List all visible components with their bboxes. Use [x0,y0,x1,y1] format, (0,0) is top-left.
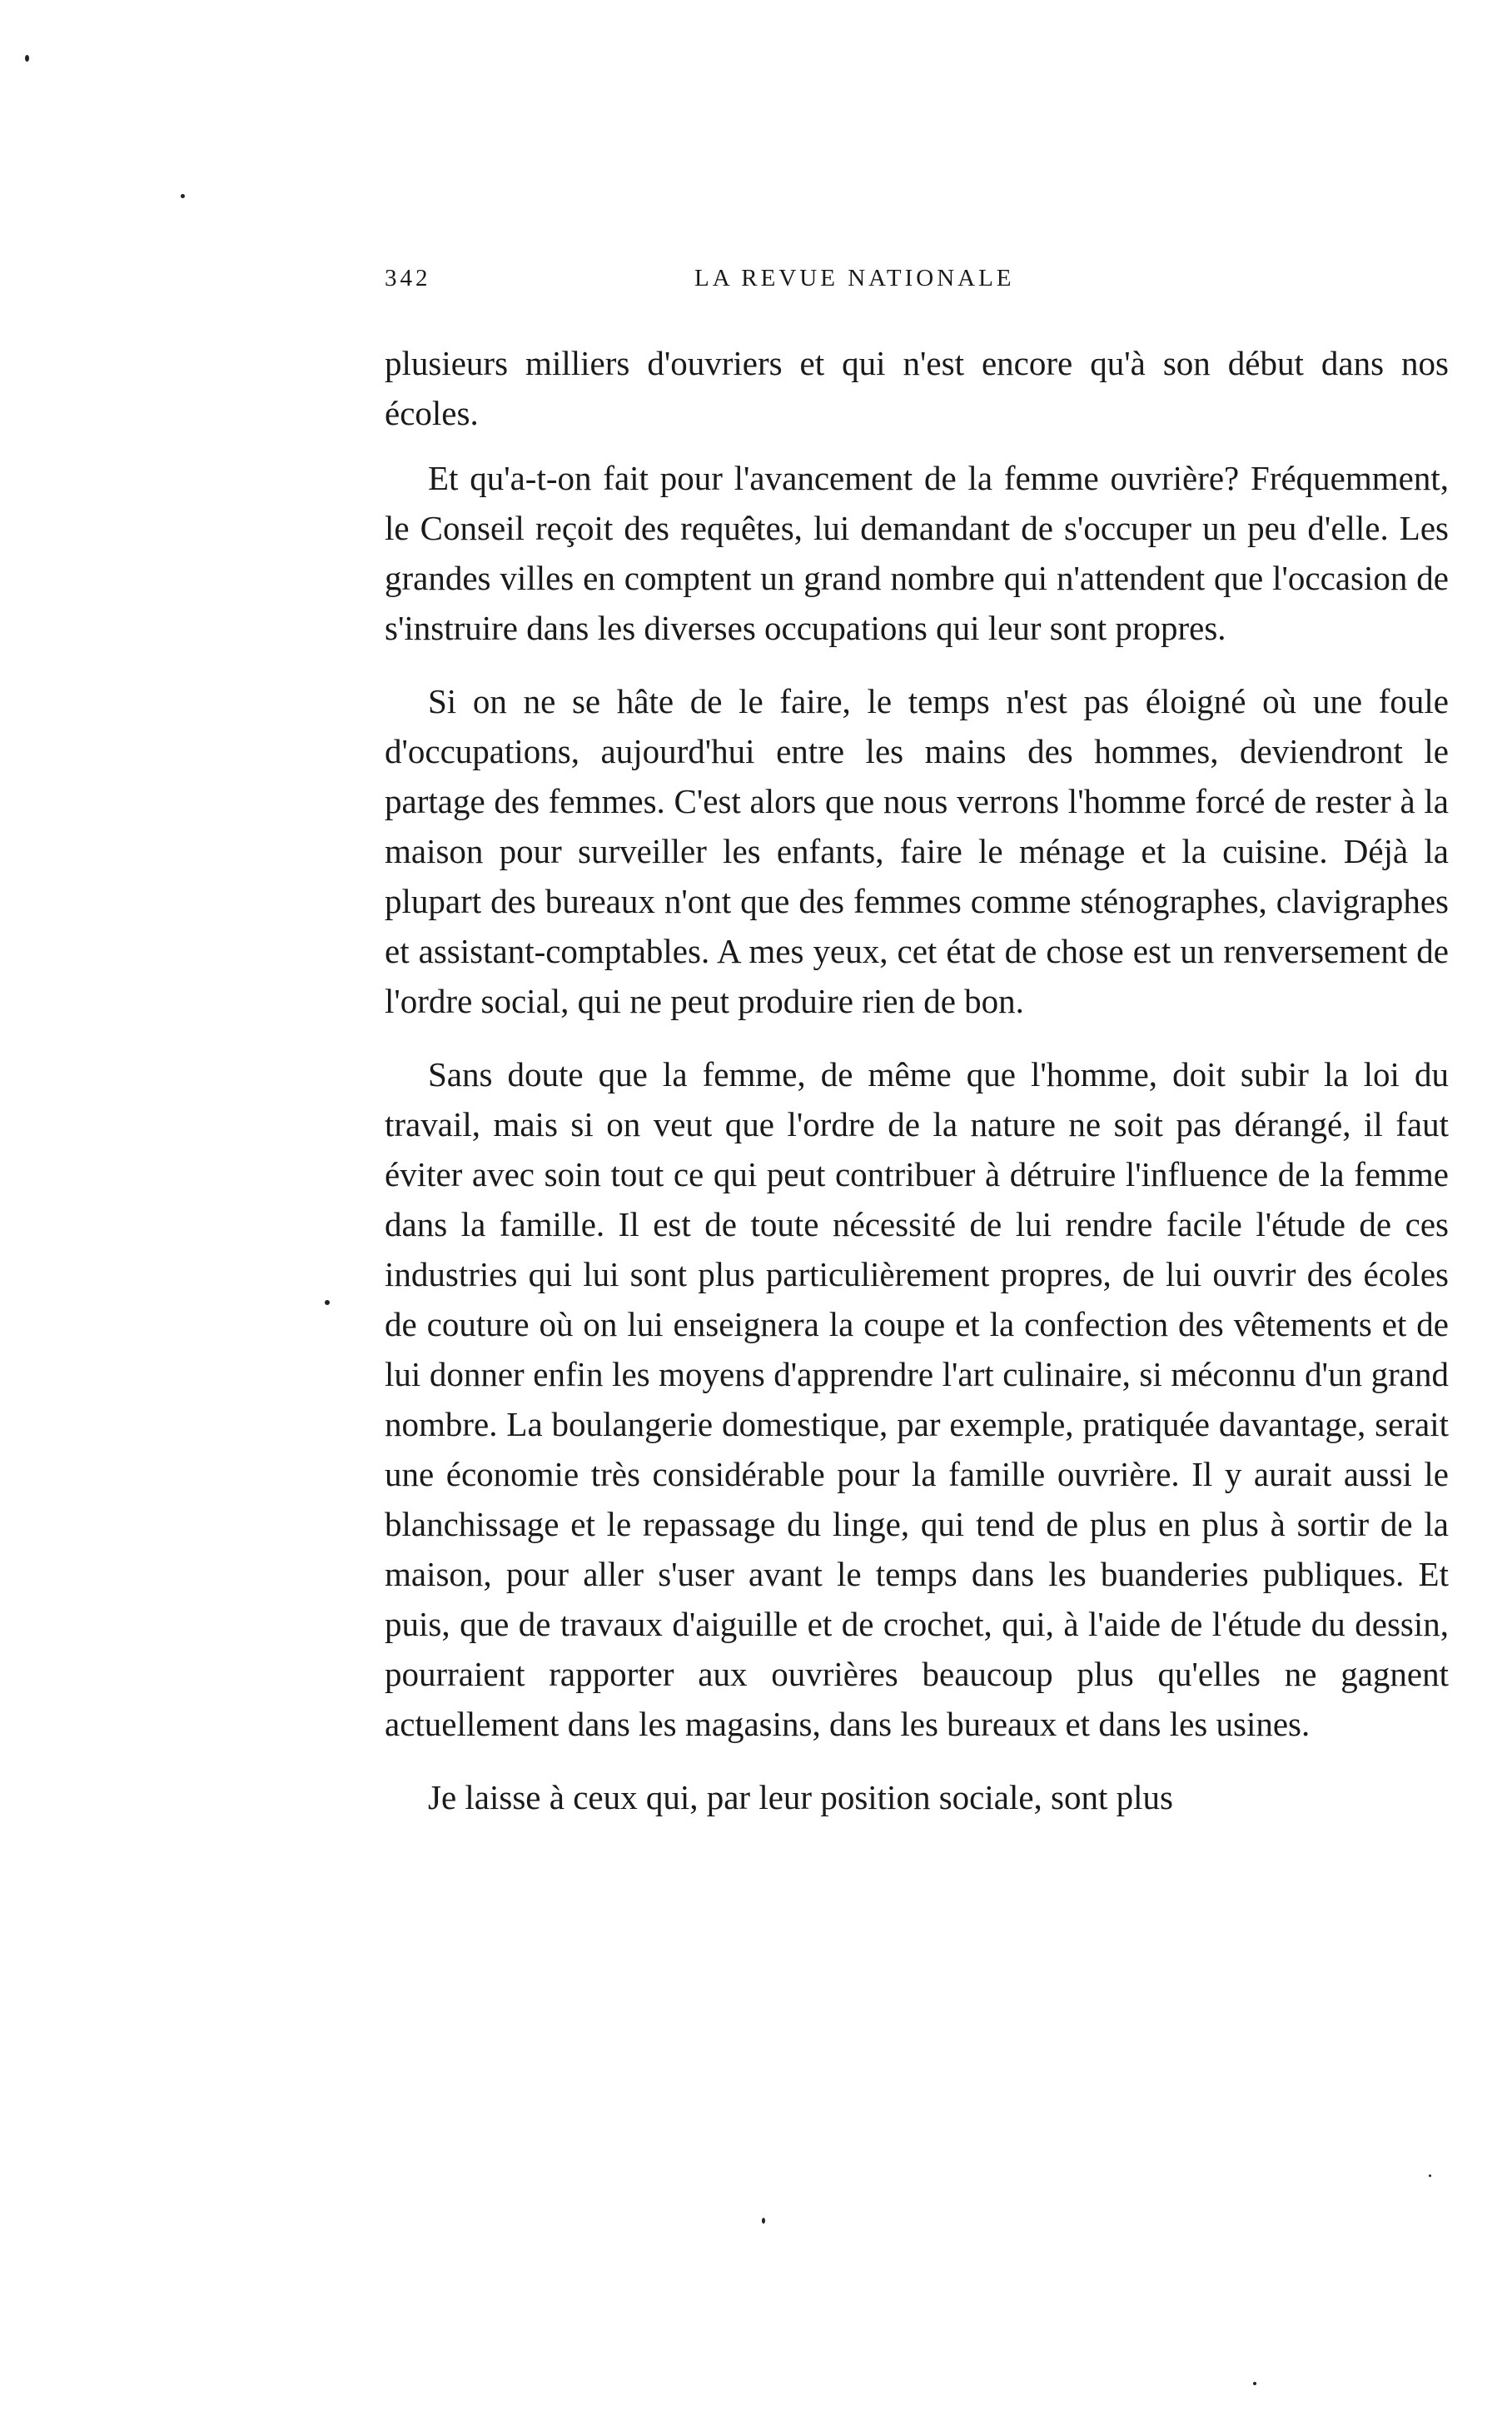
page-number: 342 [385,265,431,291]
scan-speck [325,1300,330,1305]
running-head [385,265,1449,315]
scan-speck [1253,2382,1256,2385]
paragraph-continued: plusieurs milliers d'ouvriers et qui n'est encore qu'à son début dans nos écoles. [385,344,1449,432]
journal-title: LA REVUE NATIONALE [694,265,1015,291]
book-page [385,265,1449,1846]
scan-speck [25,55,29,62]
scan-speck [181,194,185,198]
scan-speck [1429,2174,1431,2177]
paragraph: Si on ne se hâte de le faire, le temps n'est pas éloigné où une foule d'occupations, aujourd'hui entre les mains des hommes, deviendront le partage des femmes. C'est alors que nous verrons l'homme forcé de rester à la maison pour surveiller les enfants, faire le ménage et la cuisine. Déjà la plupart des bureaux n'ont que des femmes comme sténographes, clavigraphes et assistant-comptables. A mes yeux, cet état de chose est un renversement de l'ordre social, qui ne peut produire rien de bon. [385,682,1449,1020]
paragraph: Je laisse à ceux qui, par leur position sociale, sont plus [428,1778,1173,1816]
body-text [385,338,1449,1822]
scan-speck [762,2218,765,2224]
paragraph: Et qu'a-t-on fait pour l'avancement de la femme ouvrière? Fréquemment, le Conseil reçoit des requêtes, lui demandant de s'occuper un peu d'elle. Les grandes villes en comptent un grand nombre qui n'attendent que l'occasion de s'instruire dans les diverses occupations qui leur sont propres. [385,459,1449,647]
paragraph: Sans doute que la femme, de même que l'homme, doit subir la loi du travail, mais si on veut que l'ordre de la nature ne soit pas dérangé, il faut éviter avec soin tout ce qui peut contribuer à détruire l'influence de la femme dans la famille. Il est de toute nécessité de lui rendre facile l'étude de ces industries qui lui sont plus particulièrement propres, de lui ouvrir des écoles de couture où on lui enseignera la coupe et la confection des vêtements et de lui donner enfin les moyens d'apprendre l'art culinaire, si méconnu d'un grand nombre. La boulangerie domestique, par exemple, pratiquée davantage, serait une économie très considérable pour la famille ouvrière. Il y aurait aussi le blanchissage et le repassage du linge, qui tend de plus en plus à sortir de la maison, pour aller s'user avant le temps dans les buanderies publiques. Et puis, que de travaux d'aiguille et de crochet, qui, à l'aide de l'étude du dessin, pourraient rapporter aux ouvrières beaucoup plus qu'elles ne gagnent actuellement dans les magasins, dans les bureaux et dans les usines. [385,1055,1449,1743]
